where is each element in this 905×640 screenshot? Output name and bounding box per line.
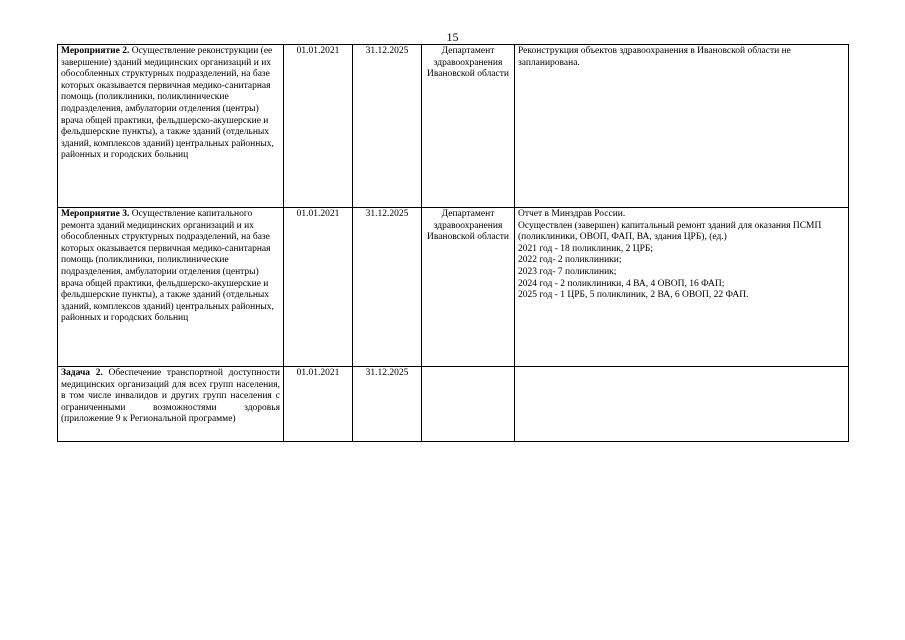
end-date-cell: 31.12.2025 bbox=[353, 367, 422, 442]
result-line: Отчет в Минздрав России. bbox=[518, 209, 626, 219]
result-cell bbox=[515, 208, 849, 367]
table-row bbox=[58, 367, 849, 442]
responsible-cell: Департамент здравоохранения Ивановской области bbox=[422, 45, 515, 208]
task-cell bbox=[58, 208, 284, 367]
table-row bbox=[58, 45, 849, 208]
responsible-cell: Департамент здравоохранения Ивановской области bbox=[422, 208, 515, 367]
result-line: 2024 год - 2 поликлиники, 4 ВА, 4 ОВОП, 16 ФАП; bbox=[518, 278, 725, 289]
result-cell bbox=[515, 45, 849, 208]
task-description: Обеспечение транспортной доступности медицинских организаций для всех групп населения, в том числе инвалидов и других групп населения с ограниченными возможностями здоровья (приложение 9 к Региональной программе) bbox=[61, 368, 280, 425]
responsible-cell bbox=[422, 367, 515, 442]
activities-table bbox=[57, 44, 849, 442]
result-line: Реконструкция объектов здравоохранения в Ивановской области не запланирована. bbox=[518, 46, 791, 68]
result-cell bbox=[515, 367, 849, 442]
start-date-cell: 01.01.2021 bbox=[284, 367, 353, 442]
end-date-cell: 31.12.2025 bbox=[353, 45, 422, 208]
start-date-cell: 01.01.2021 bbox=[284, 45, 353, 208]
task-cell bbox=[58, 367, 284, 442]
table-row bbox=[58, 208, 849, 367]
result-line: 2023 год- 7 поликлиник; bbox=[518, 266, 617, 277]
result-line: Осуществлен (завершен) капитальный ремонт зданий для оказания ПСМП (поликлиники, ОВОП, ФАП, ВА, здания ЦРБ), (ед.) bbox=[518, 220, 822, 243]
task-cell bbox=[58, 45, 284, 208]
result-line: 2021 год - 18 поликлиник, 2 ЦРБ; bbox=[518, 243, 654, 254]
activity-title: Мероприятие 3. bbox=[61, 209, 130, 219]
page-number: 15 bbox=[446, 30, 459, 44]
activity-description: Осуществление реконструкции (ее завершение) зданий медицинских организаций и их обособленных структурных подразделений, на базе которых оказывается первичная медико-санитарная помощь (поликлиники, поликлинические подразделения, амбулатории отделения (центры) врача общей практики, фельдшерско-акушерские и фельдшерские пункты), а также зданий (отдельных зданий, комплексов зданий) центральных районных, районных и городских больниц bbox=[61, 46, 274, 161]
task-title: Задача 2. bbox=[61, 368, 103, 378]
activity-description: Осуществление капитального ремонта зданий медицинских организаций и их обособленных структурных подразделений, на базе которых оказывается первичная медико-санитарная помощь (поликлиники, поликлинические подразделения, амбулатории отделения (центры) врача общей практики, фельдшерско-акушерские и фельдшерские пункты), а также зданий (отдельных зданий, комплексов зданий) центральных районных, районных и городских больниц bbox=[61, 209, 274, 324]
end-date-cell: 31.12.2025 bbox=[353, 208, 422, 367]
activity-title: Мероприятие 2. bbox=[61, 46, 130, 56]
start-date-cell: 01.01.2021 bbox=[284, 208, 353, 367]
result-line: 2022 год- 2 поликлиники; bbox=[518, 255, 622, 266]
result-line: 2025 год - 1 ЦРБ, 5 поликлиник, 2 ВА, 6 ОВОП, 22 ФАП. bbox=[518, 290, 749, 301]
